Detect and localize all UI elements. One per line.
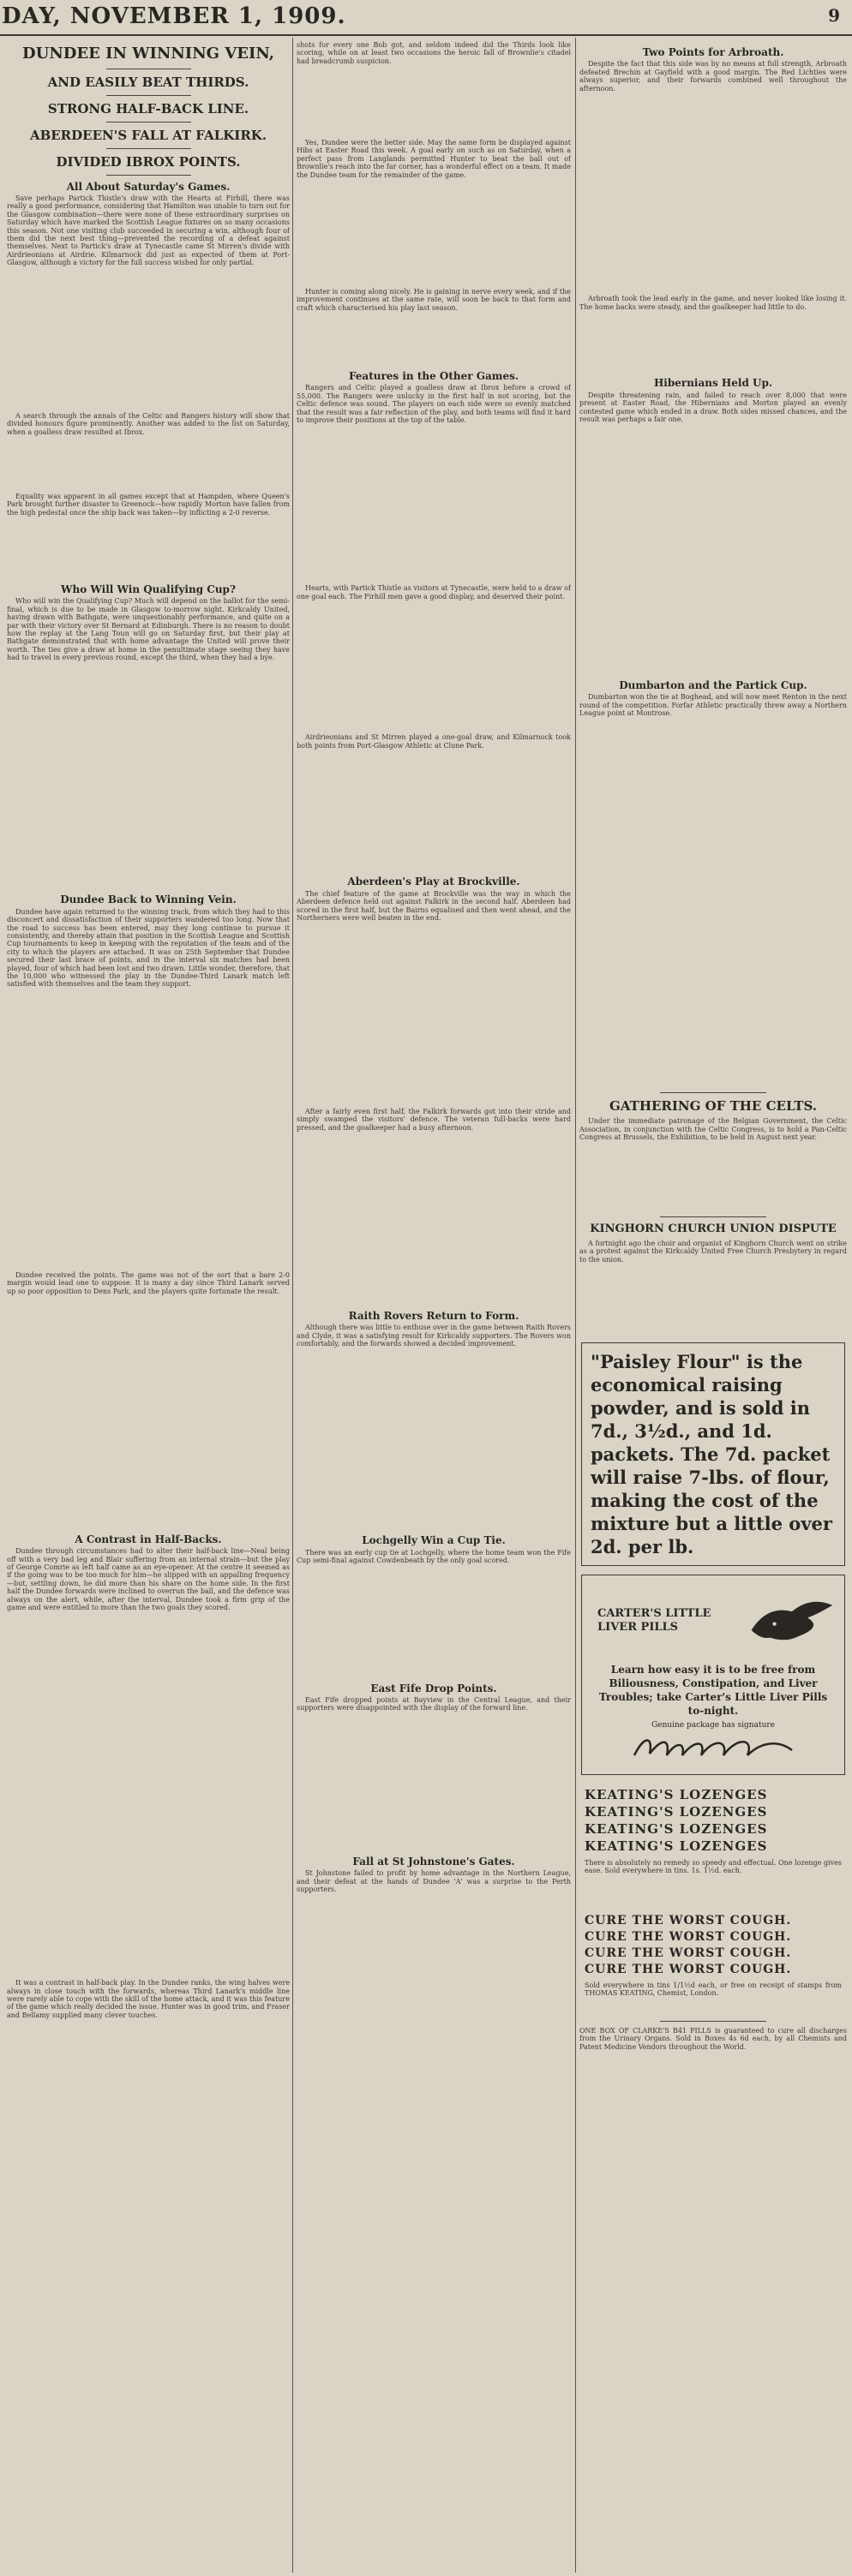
rule: [106, 148, 191, 149]
column-divider: [575, 38, 576, 2573]
keatings-text: There is absolutely no remedy so speedy and effectual. One lozenge gives ease. Sold everywhere in tins. 1s. 1½d. each.: [585, 1858, 842, 1875]
headline: ABERDEEN'S FALL AT FALKIRK.: [29, 127, 267, 143]
article-paragraph: Under the immediate patronage of the Belgian Government, the Celtic Association, in conjunction with the Celtic Congress, is to hold a Pan-Celtic Congress at Brussels, the Exhibition, to be held in August next year.: [579, 1117, 847, 1141]
article-paragraph: Who will win the Qualifying Cup? Much will depend on the ballot for the semi-final, which is due to be made in Glasgow to-morrow night. Kirkcaldy United, having drawn with Bathgate, were unquestionably performance, and quite on a par with their victory over St Bernard at Edinburgh. There is no reason to doubt how the replay at the Lang Toun will go on Saturday first, but their play at Bathgate demonstrated that with home advantage the United will prove their worth. The ties give a draw at home in the penultimate stage seeing they have had to travel in every previous round, except the third, when they had a bye.: [7, 597, 290, 662]
rule: [660, 1216, 767, 1217]
article-paragraph: Dundee through circumstances had to alter their half-back line—Neal being off with a very bad leg and Blair suffering from an internal strain—but the play of George Comrie as left half came as an eye-opener. At the centre it seemed as if the going was to be too much for him—he slipped with an appalling frequency—but, settling down, he did more than his share on the home side. In the first half the Dundee forwards were inclined to overrun the ball, and the defence was always on the alert, while, after the interval, Dundee took a firm grip of the game and were entitled to more than the two goals they scored.: [7, 1547, 290, 1611]
article-paragraph: There was an early cup tie at Lochgelly, where the home team won the Fife Cup semi-final against Cowdenbeath by the only goal scored.: [297, 1548, 571, 1564]
cure-line: CURE THE WORST COUGH.: [585, 1913, 792, 1928]
subheading: Lochgelly Win a Cup Tie.: [362, 1534, 506, 1547]
masthead: [0, 0, 852, 36]
signature-graphic: [627, 1730, 799, 1767]
headline: DIVIDED IBROX POINTS.: [56, 153, 241, 170]
article-paragraph: Despite the fact that this side was by no means at full strength, Arbroath defeated Brechin at Gayfield with a good margin. The Red Lichties were always superior, and their forwards combined well throughout the afternoon.: [579, 60, 847, 93]
article-paragraph: Dumbarton won the tie at Boghead, and will now meet Renton in the next round of the competition. Forfar Athletic practically threw away a Northern League point at Montrose.: [579, 693, 847, 717]
keatings-ad: [581, 1784, 845, 2012]
page-number: 9: [828, 5, 840, 26]
subheading: Aberdeen's Play at Brockville.: [347, 876, 520, 888]
article-paragraph: It was a contrast in half-back play. In the Dundee ranks, the wing halves were always in close touch with the forwards, whereas Third Lanark's middle line were rarely able to cope with the skill of the home attack, and it was this feature of the game which really decided the issue. Hunter was in good trim, and Fraser and Bellamy supplied many clever touches.: [7, 1979, 290, 2019]
date-line: DAY, NOVEMBER 1, 1909.: [2, 3, 346, 29]
article-paragraph: Although there was little to enthuse over in the game between Raith Rovers and Clyde, it was a satisfying result for Kirkcaldy supporters. The Rovers won comfortably, and the forwards showed a decided improvement.: [297, 1324, 571, 1348]
carters-pills-ad: [581, 1575, 845, 1775]
subheading: Raith Rovers Return to Form.: [348, 1309, 519, 1322]
article-paragraph: Rangers and Celtic played a goalless draw at Ibrox before a crowd of 55,000. The Rangers were unlucky in the first half in not scoring, but the Celtic defence was sound. The players on each side were so evenly matched that the result was a fair reflection of the play, and both teams will find it hard to improve their positions at the top of the table.: [297, 384, 571, 425]
rule: [106, 122, 191, 123]
article-paragraph: The chief feature of the game at Brockville was the way in which the Aberdeen defence held out against Falkirk in the second half. Aberdeen had scored in the first half, but the Bairns equalised and then went ahead, and the Northerners were well beaten in the end.: [297, 889, 571, 922]
article-paragraph: Hunter is coming along nicely. He is gaining in nerve every week, and if the improvement continues at the same rate, will soon be back to that form and craft which characterised his play last season.: [297, 288, 571, 312]
rule: [106, 95, 191, 96]
subheading: A Contrast in Half-Backs.: [75, 1533, 222, 1545]
cure-line: CURE THE WORST COUGH.: [585, 1929, 792, 1944]
carters-ad-text: Learn how easy it is to be free from Biliousness, Constipation, and Liver Troubles; take Carter's Little Liver Pills to-night.: [598, 1663, 828, 1717]
article-paragraph: Dundee have again returned to the winning track, from which they had to this disconcert and dissatisfaction of their supporters wandered too long. Now that the road to success has been entered, may they long continue to pursue it consistently, and thereby attain that position in the Scottish League and Scottish Cup tournaments to keep in keeping with the reputation of the team and of the city to which the players are attached. It was on 25th September that Dundee secured their last brace of points, and in the interval six matches had been played, four of which had been lost and two drawn. Little wonder, therefore, that the 10,000 who witnessed the play in the Dundee-Third Lanark match left satisfied with themselves and the team they support.: [7, 907, 290, 989]
column-3: [579, 41, 847, 2571]
article-paragraph: Hearts, with Partick Thistle as visitors at Tynecastle, were held to a draw of one goal each. The Firhill men gave a good display, and deserved their point.: [297, 584, 571, 601]
subheading: Hibernians Held Up.: [653, 377, 773, 390]
article-paragraph: After a fairly even first half, the Falkirk forwards got into their stride and simply swamped the visitors' defence. The veteran full-backs were hard pressed, and the goalkeeper had a busy afternoon.: [297, 1107, 571, 1132]
column-divider: [292, 38, 293, 2573]
article-paragraph: Despite threatening rain, and failed to reach over 8,000 that were present at Easter Road, the Hibernians and Morton played an evenly contested game which ended in a draw. Both sides missed chances, and the result was perhaps a fair one.: [579, 391, 847, 423]
cure-text: Sold everywhere in tins 1/1½d each, or free on receipt of stamps from THOMAS KEATING, Chemist, London.: [585, 1981, 842, 1998]
rule: [660, 2021, 767, 2022]
headline: AND EASILY BEAT THIRDS.: [47, 74, 249, 90]
article-paragraph: Equality was apparent in all games except that at Hampden, where Queen's Park brought further disaster to Greenock—how rapidly Morton have fallen from the high pedestal once the ship back was taken—by inflicting a 2-0 reverse.: [7, 492, 290, 517]
subheading: Who Will Win Qualifying Cup?: [61, 583, 236, 595]
subheading: Features in the Other Games.: [348, 370, 519, 382]
subheading: Dumbarton and the Partick Cup.: [619, 678, 807, 691]
article-paragraph: A search through the annals of the Celtic and Rangers history will show that divided honours figure prominently. Another was added to the list on Saturday, when a goalless draw resulted at Ibrox.: [7, 411, 290, 436]
bird-illustration: [748, 1582, 836, 1659]
clarke-pills-ad: ONE BOX OF CLARKE'S B41 PILLS is guaranteed to cure all discharges from the Urinary Organs. Sold in Boxes 4s 6d each, by all Chemists and Patent Medicine Vendors throughout the World.: [579, 2026, 847, 2051]
subheading: All About Saturday's Games.: [66, 180, 231, 193]
keatings-line: KEATING'S LOZENGES: [585, 1820, 768, 1837]
subheading: Two Points for Arbroath.: [642, 46, 784, 58]
subheading: East Fife Drop Points.: [370, 1682, 497, 1694]
column-1: [7, 41, 290, 2571]
rule: [106, 175, 191, 176]
article-paragraph: shots for every one Bob got, and seldom indeed did the Thirds look like scoring, while on at least two occasions the heroic fall of Brownlie's citadel had breadcrumb suspicion.: [297, 41, 571, 65]
paisley-flour-ad: "Paisley Flour" is the economical raising powder, and is sold in 7d., 3½d., and 1d. packets. The 7d. packet will raise 7-lbs. of flour, making the cost of the mixture but a little over 2d. per lb.: [581, 1342, 845, 1566]
article-paragraph: St Johnstone failed to profit by home advantage in the Northern League, and their defeat at the hands of Dundee 'A' was a surprise to the Perth supporters.: [297, 1869, 571, 1894]
keatings-line: KEATING'S LOZENGES: [585, 1803, 768, 1820]
headline: KINGHORN CHURCH UNION DISPUTE: [590, 1222, 837, 1236]
article-paragraph: A fortnight ago the choir and organist of Kinghorn Church went on strike as a protest against the Kirkcaldy United Free Church Presbytery in regard to the union.: [579, 1239, 847, 1264]
article-paragraph: Airdrieonians and St Mirren played a one-goal draw, and Kilmarnock took both points from Port-Glasgow Athletic at Clune Park.: [297, 733, 571, 750]
headline: GATHERING OF THE CELTS.: [609, 1098, 817, 1115]
article-paragraph: Yes, Dundee were the better side. May the same form be displayed against Hibs at Easter Road this week. A goal early on such as on Saturday, when a perfect pass from Langlands permitted Hunter to beat the ball out of Brownlie's reach into the far corner, has a wonderful effect on a team. It made the Dundee team for the remainder of the game.: [297, 139, 571, 179]
keatings-line: KEATING'S LOZENGES: [585, 1838, 768, 1854]
carters-logo: CARTER'S LITTLE LIVER PILLS: [597, 1606, 711, 1634]
article-paragraph: Arbroath took the lead early in the game, and never looked like losing it. The home backs were steady, and the goalkeeper had little to do.: [579, 295, 847, 311]
column-2: [297, 41, 571, 2571]
article-paragraph: Dundee received the points. The game was not of the sort that a bare 2-0 margin would lead one to suppose. It is many a day since Third Lanark served up so poor opposition to Dens Park, and the players quite fortunate the result.: [7, 1270, 290, 1295]
headline: STRONG HALF-BACK LINE.: [47, 100, 249, 117]
keatings-line: KEATING'S LOZENGES: [585, 1786, 768, 1802]
article-paragraph: East Fife dropped points at Bayview in the Central League, and their supporters were disappointed with the display of the forward line.: [297, 1695, 571, 1712]
article-paragraph: Save perhaps Partick Thistle's draw with the Hearts at Firhill, there was really a good performance, considering that Hamilton was unable to turn out for the Glasgow combination—there were none of these extraordinary surprises on Saturday which have marked the Scottish League fixtures on so many occasions this season. Not one visiting club succeeded in securing a win, although four of them did the next best thing—prevented the recording of a defeat against themselves. Next to Partick's draw at Tynecastle came St Mirren's divide with Airdrieonians at Airdrie. Kilmarnock did just as expected of them at Port-Glasgow, although a victory for the full success wished for only partial.: [7, 194, 290, 267]
rule: [660, 1092, 767, 1093]
headline: DUNDEE IN WINNING VEIN,: [22, 45, 274, 63]
subheading: Fall at St Johnstone's Gates.: [352, 1855, 515, 1868]
cure-line: CURE THE WORST COUGH.: [585, 1962, 792, 1976]
cure-line: CURE THE WORST COUGH.: [585, 1945, 792, 1960]
carters-note: Genuine package has signature: [651, 1720, 775, 1730]
subheading: Dundee Back to Winning Vein.: [60, 894, 237, 906]
